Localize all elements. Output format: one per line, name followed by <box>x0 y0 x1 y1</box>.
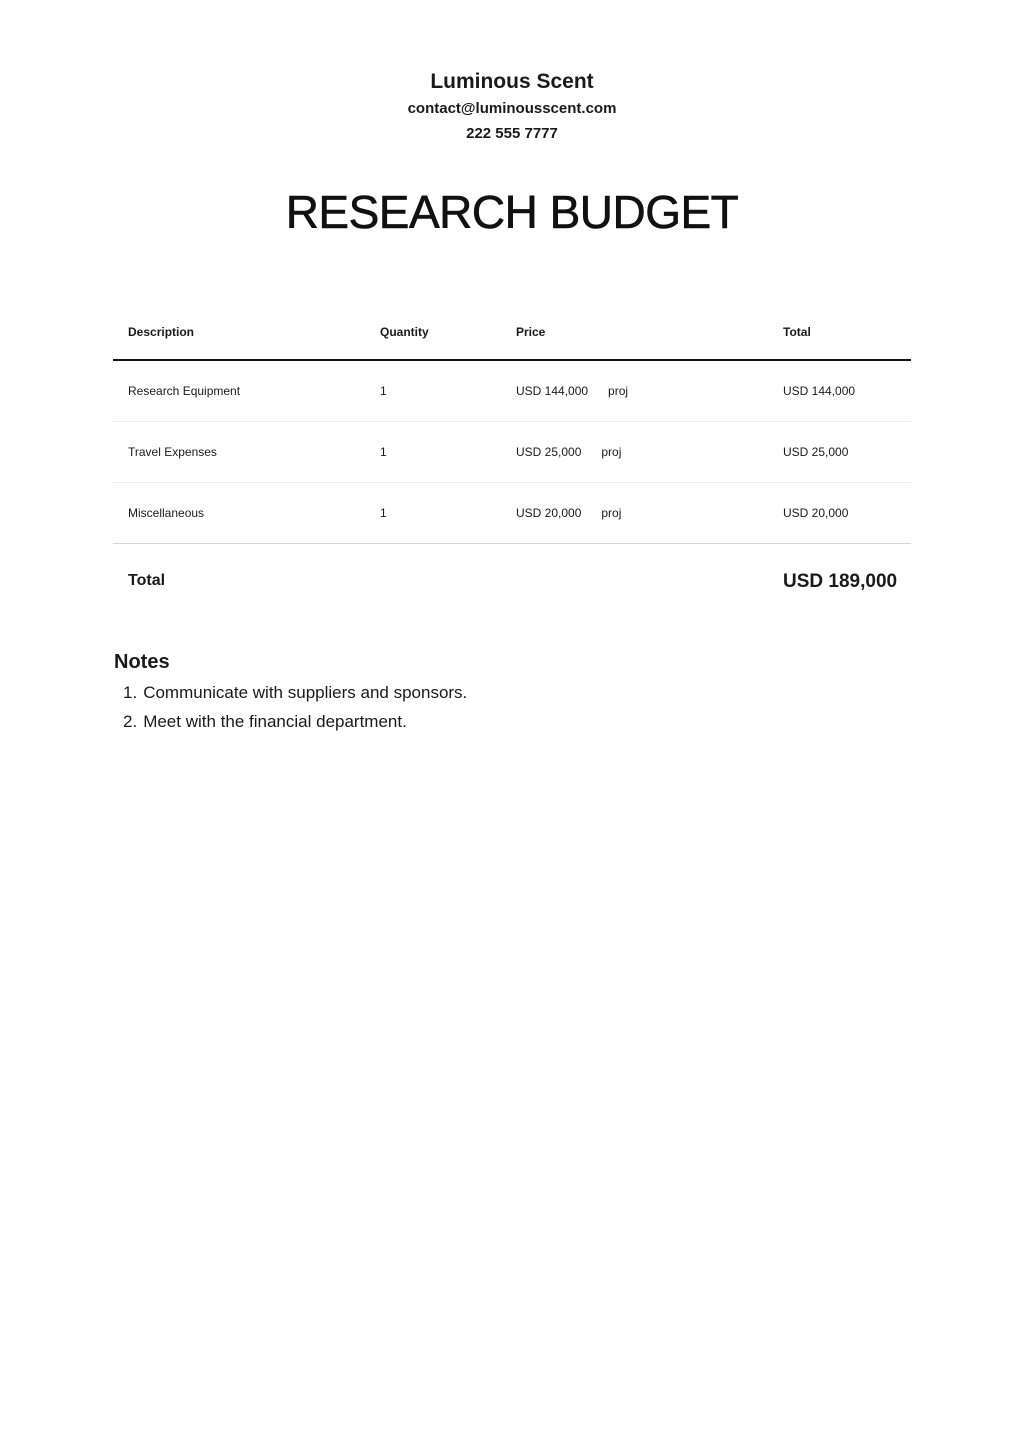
column-header-quantity: Quantity <box>380 324 429 339</box>
row-total: USD 144,000 <box>783 384 856 398</box>
company-name: Luminous Scent <box>430 70 594 93</box>
note-number: 1. <box>123 683 138 702</box>
row-price: USD 20,000 <box>516 506 582 520</box>
notes-section <box>114 648 912 736</box>
row-total: USD 25,000 <box>783 445 849 459</box>
row-quantity: 1 <box>380 445 387 459</box>
row-price-cell <box>516 361 628 421</box>
budget-table <box>113 304 911 624</box>
table-row <box>113 361 911 422</box>
row-price-unit: proj <box>608 384 629 398</box>
column-header-price: Price <box>516 324 546 339</box>
row-quantity: 1 <box>380 506 387 520</box>
grand-total-row <box>113 544 911 624</box>
row-price-unit: proj <box>601 445 622 459</box>
notes-title: Notes <box>114 651 170 673</box>
row-price: USD 144,000 <box>516 384 589 398</box>
table-header-row <box>113 304 911 361</box>
document-title: RESEARCH BUDGET <box>285 186 739 238</box>
row-description: Research Equipment <box>128 384 241 398</box>
grand-total-value: USD 189,000 <box>783 571 898 592</box>
contact-phone: 222 555 7777 <box>466 125 558 142</box>
note-text: Communicate with suppliers and sponsors. <box>143 683 468 702</box>
note-text: Meet with the financial department. <box>143 712 407 731</box>
row-description: Travel Expenses <box>128 445 217 459</box>
row-price-cell <box>516 422 621 482</box>
list-item <box>114 678 912 707</box>
notes-list <box>114 678 912 736</box>
company-header <box>0 68 1024 145</box>
contact-email: contact@luminousscent.com <box>407 100 617 117</box>
row-quantity: 1 <box>380 384 387 398</box>
row-description: Miscellaneous <box>128 506 205 520</box>
column-header-description: Description <box>128 324 195 339</box>
table-row <box>113 422 911 483</box>
row-total: USD 20,000 <box>783 506 849 520</box>
column-header-total: Total <box>783 324 811 339</box>
row-price-cell <box>516 483 621 543</box>
note-number: 2. <box>123 712 138 731</box>
list-item <box>114 707 912 736</box>
grand-total-label: Total <box>128 572 166 589</box>
row-price-unit: proj <box>601 506 622 520</box>
row-price: USD 25,000 <box>516 445 582 459</box>
table-row <box>113 483 911 544</box>
